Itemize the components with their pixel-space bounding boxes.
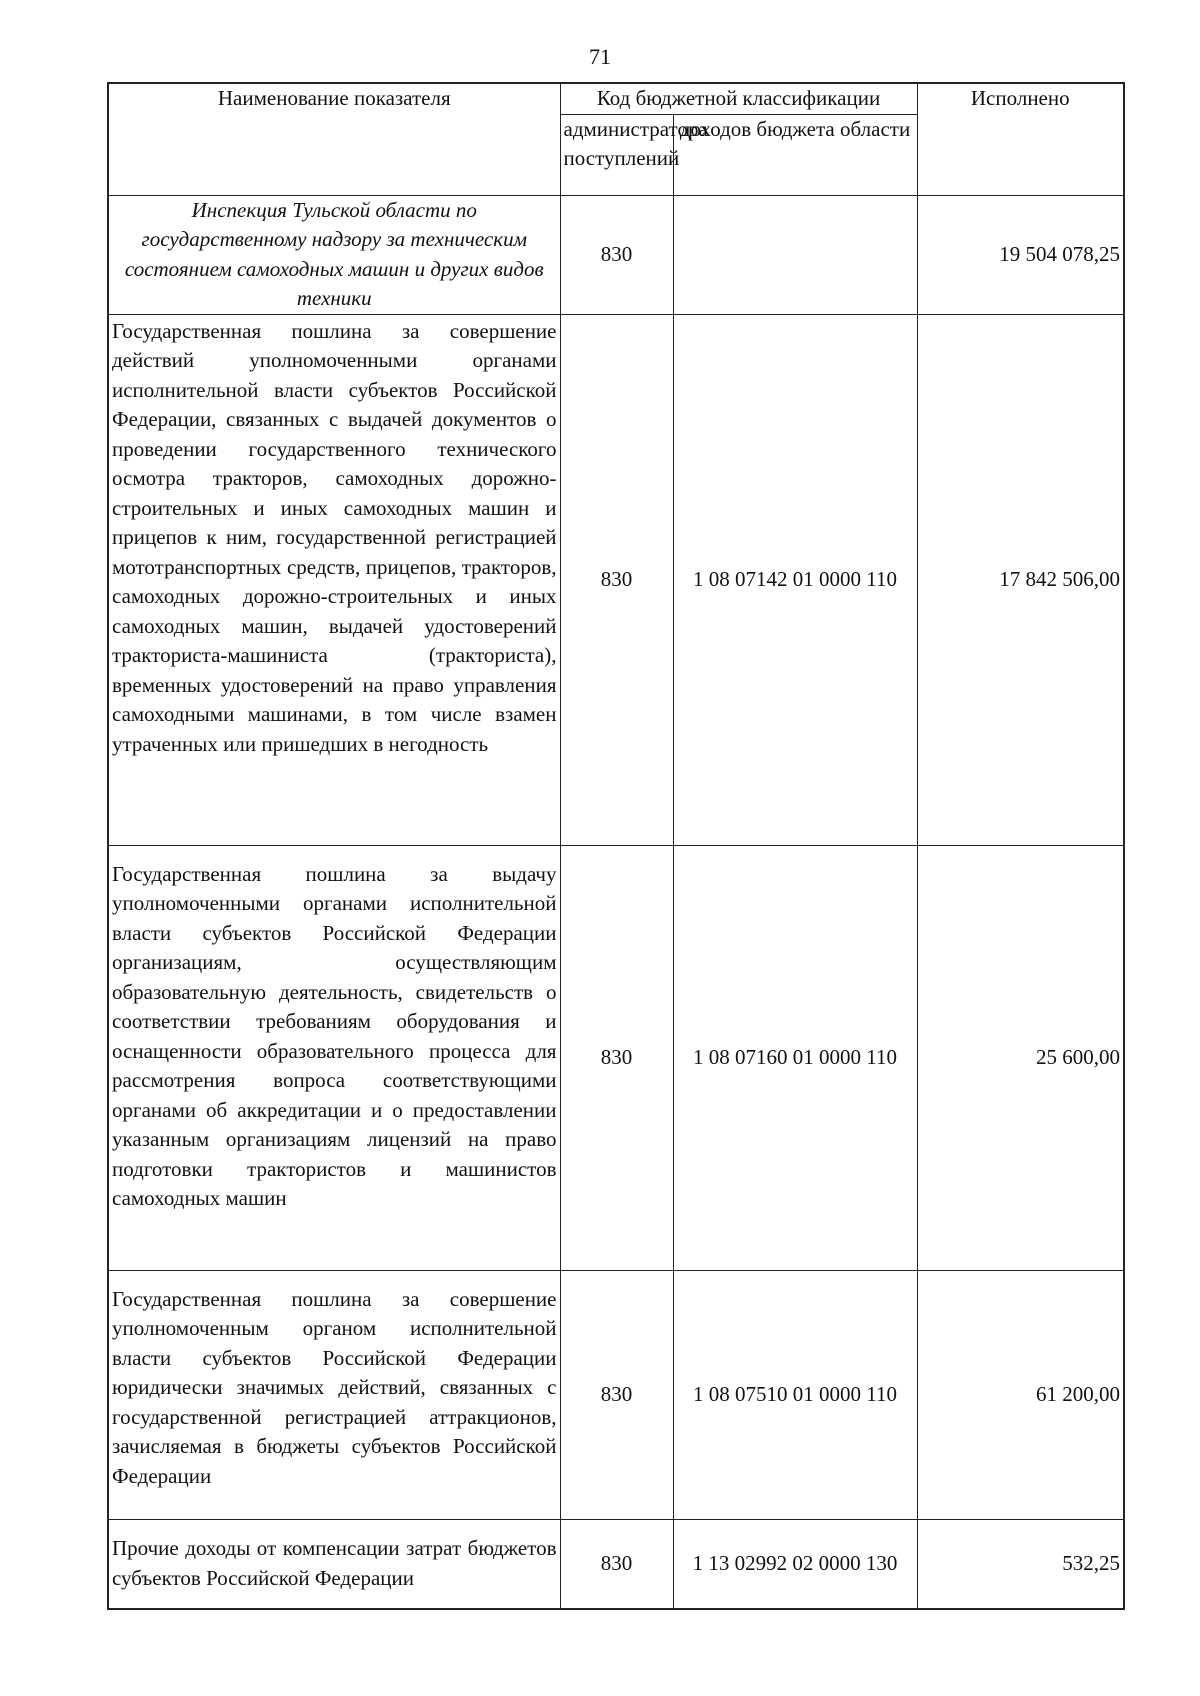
row-executed: 532,25 — [917, 1519, 1124, 1609]
header-name: Наименование показателя — [108, 83, 560, 195]
header-administrator: администратора поступлений — [560, 114, 673, 195]
row-revenue-code: 1 08 07142 01 0000 110 — [673, 314, 917, 845]
organization-revenue-code — [673, 195, 917, 314]
row-admin-code: 830 — [560, 845, 673, 1270]
header-revenue: доходов бюджета области — [673, 114, 917, 195]
table-row — [108, 1270, 1124, 1519]
table-row — [108, 1519, 1124, 1609]
organization-name: Инспекция Тульской области по государственному надзору за техническим состоянием самоходных машин и других видов техники — [108, 195, 560, 314]
row-admin-code: 830 — [560, 1270, 673, 1519]
header-executed: Исполнено — [917, 83, 1124, 195]
row-revenue-code: 1 08 07160 01 0000 110 — [673, 845, 917, 1270]
table-row — [108, 314, 1124, 845]
organization-row — [108, 195, 1124, 314]
row-description: Государственная пошлина за совершение действий уполномоченными органами исполнительной власти субъектов Российской Федерации, связанных с выдачей документов о проведении государственного технического осмотра тракторов, самоходных дорожно-строительных и иных самоходных машин и прицепов к ним, государственной регистрацией мототранспортных средств, прицепов, тракторов, самоходных дорожно-строительных и иных самоходных машин, выдачей удостоверений тракториста-машиниста (тракториста), временных удостоверений на право управления самоходными машинами, в том числе взамен утраченных или пришедших в негодность — [108, 314, 560, 845]
organization-admin-code: 830 — [560, 195, 673, 314]
row-admin-code: 830 — [560, 314, 673, 845]
header-code-group: Код бюджетной классификации — [560, 83, 917, 114]
row-description: Государственная пошлина за совершение уполномоченным органом исполнительной власти субъектов Российской Федерации юридически значимых действий, связанных с государственной регистрацией аттракционов, зачисляемая в бюджеты субъектов Российской Федерации — [108, 1270, 560, 1519]
row-admin-code: 830 — [560, 1519, 673, 1609]
row-revenue-code: 1 13 02992 02 0000 130 — [673, 1519, 917, 1609]
budget-revenue-table — [107, 82, 1125, 1610]
row-executed: 61 200,00 — [917, 1270, 1124, 1519]
row-executed: 17 842 506,00 — [917, 314, 1124, 845]
page-number: 71 — [589, 44, 611, 69]
header-row — [108, 83, 1124, 114]
row-description: Государственная пошлина за выдачу уполномоченными органами исполнительной власти субъектов Российской Федерации организациям, осуществляющим образовательную деятельность, свидетельств о соответствии требованиям оборудования и оснащенности образовательного процесса для рассмотрения вопроса соответствующими органами об аккредитации и о предоставлении указанным организациям лицензий на право подготовки трактористов и машинистов самоходных машин — [108, 845, 560, 1270]
row-revenue-code: 1 08 07510 01 0000 110 — [673, 1270, 917, 1519]
row-executed: 25 600,00 — [917, 845, 1124, 1270]
organization-executed: 19 504 078,25 — [917, 195, 1124, 314]
row-description: Прочие доходы от компенсации затрат бюджетов субъектов Российской Федерации — [108, 1519, 560, 1609]
table-row — [108, 845, 1124, 1270]
